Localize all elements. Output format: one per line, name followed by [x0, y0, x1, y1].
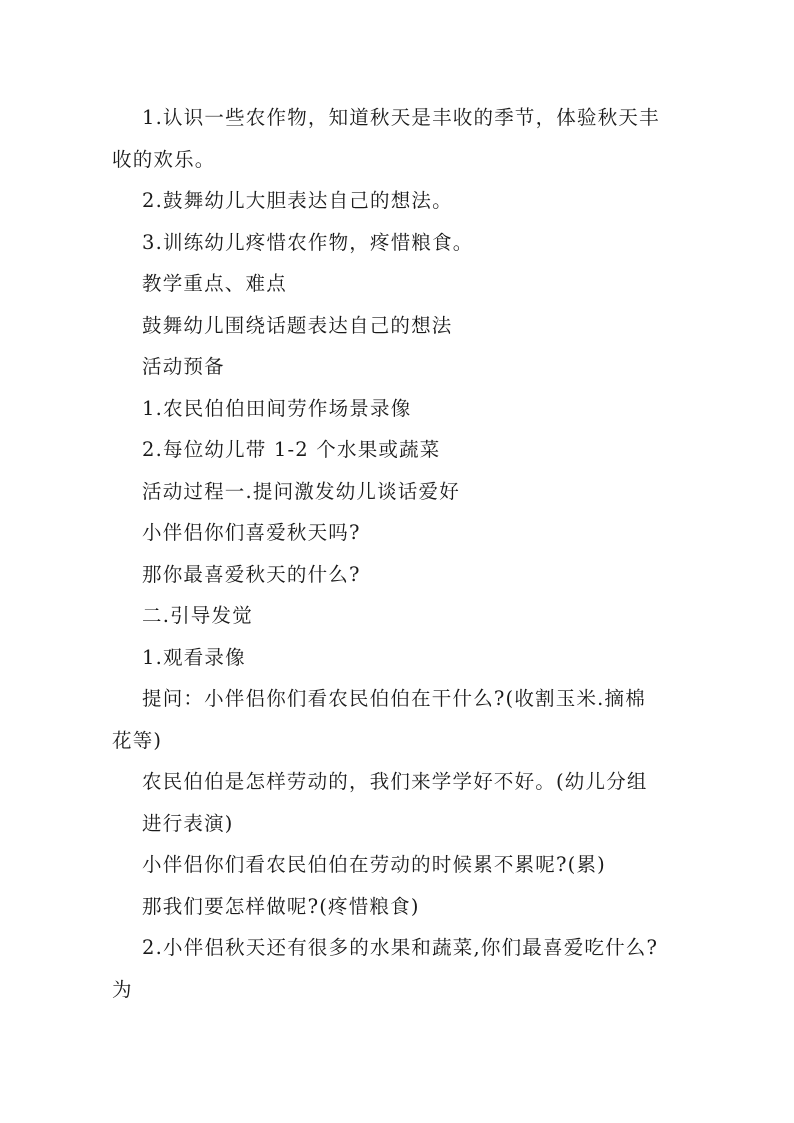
question-3-line-2: 花等): [112, 729, 163, 752]
question-6: 那我们要怎样做呢?(疼惜粮食): [142, 895, 420, 918]
objective-2: 2.鼓舞幼儿大胆表达自己的想法。: [142, 189, 453, 212]
step-2-item-2-line-2: 为: [112, 978, 133, 1001]
section-heading-process: 活动过程一.提问激发幼儿谈话爱好: [142, 480, 460, 503]
question-4-line-2: 进行表演): [142, 812, 234, 835]
preparation-item-1: 1.农民伯伯田间劳作场景录像: [142, 397, 412, 420]
objective-1-line-2: 收的欢乐。: [112, 148, 216, 171]
objective-3: 3.训练幼儿疼惜农作物，疼惜粮食。: [142, 231, 474, 254]
question-1: 小伴侣你们喜爱秋天吗?: [142, 521, 361, 544]
key-points-text: 鼓舞幼儿围绕话题表达自己的想法: [142, 314, 453, 337]
section-heading-key-points: 教学重点、难点: [142, 272, 287, 295]
question-3-line-1: 提问：小伴侣你们看农民伯伯在干什么?(收割玉米.摘棉: [142, 687, 646, 710]
section-heading-preparation: 活动预备: [142, 355, 225, 378]
question-5: 小伴侣你们看农民伯伯在劳动的时候累不累呢?(累): [142, 853, 606, 876]
objective-1-line-1: 1.认识一些农作物，知道秋天是丰收的季节，体验秋天丰: [142, 106, 660, 129]
question-2: 那你最喜爱秋天的什么?: [142, 563, 361, 586]
preparation-item-2: 2.每位幼儿带 1-2 个水果或蔬菜: [142, 438, 441, 461]
question-4-line-1: 农民伯伯是怎样劳动的，我们来学学好不好。(幼儿分组: [142, 770, 648, 793]
step-2-item-2-line-1: 2.小伴侣秋天还有很多的水果和蔬菜,你们最喜爱吃什么?: [142, 936, 659, 959]
step-2-item-1: 1.观看录像: [142, 646, 246, 669]
step-2-heading: 二.引导发觉: [142, 604, 253, 627]
